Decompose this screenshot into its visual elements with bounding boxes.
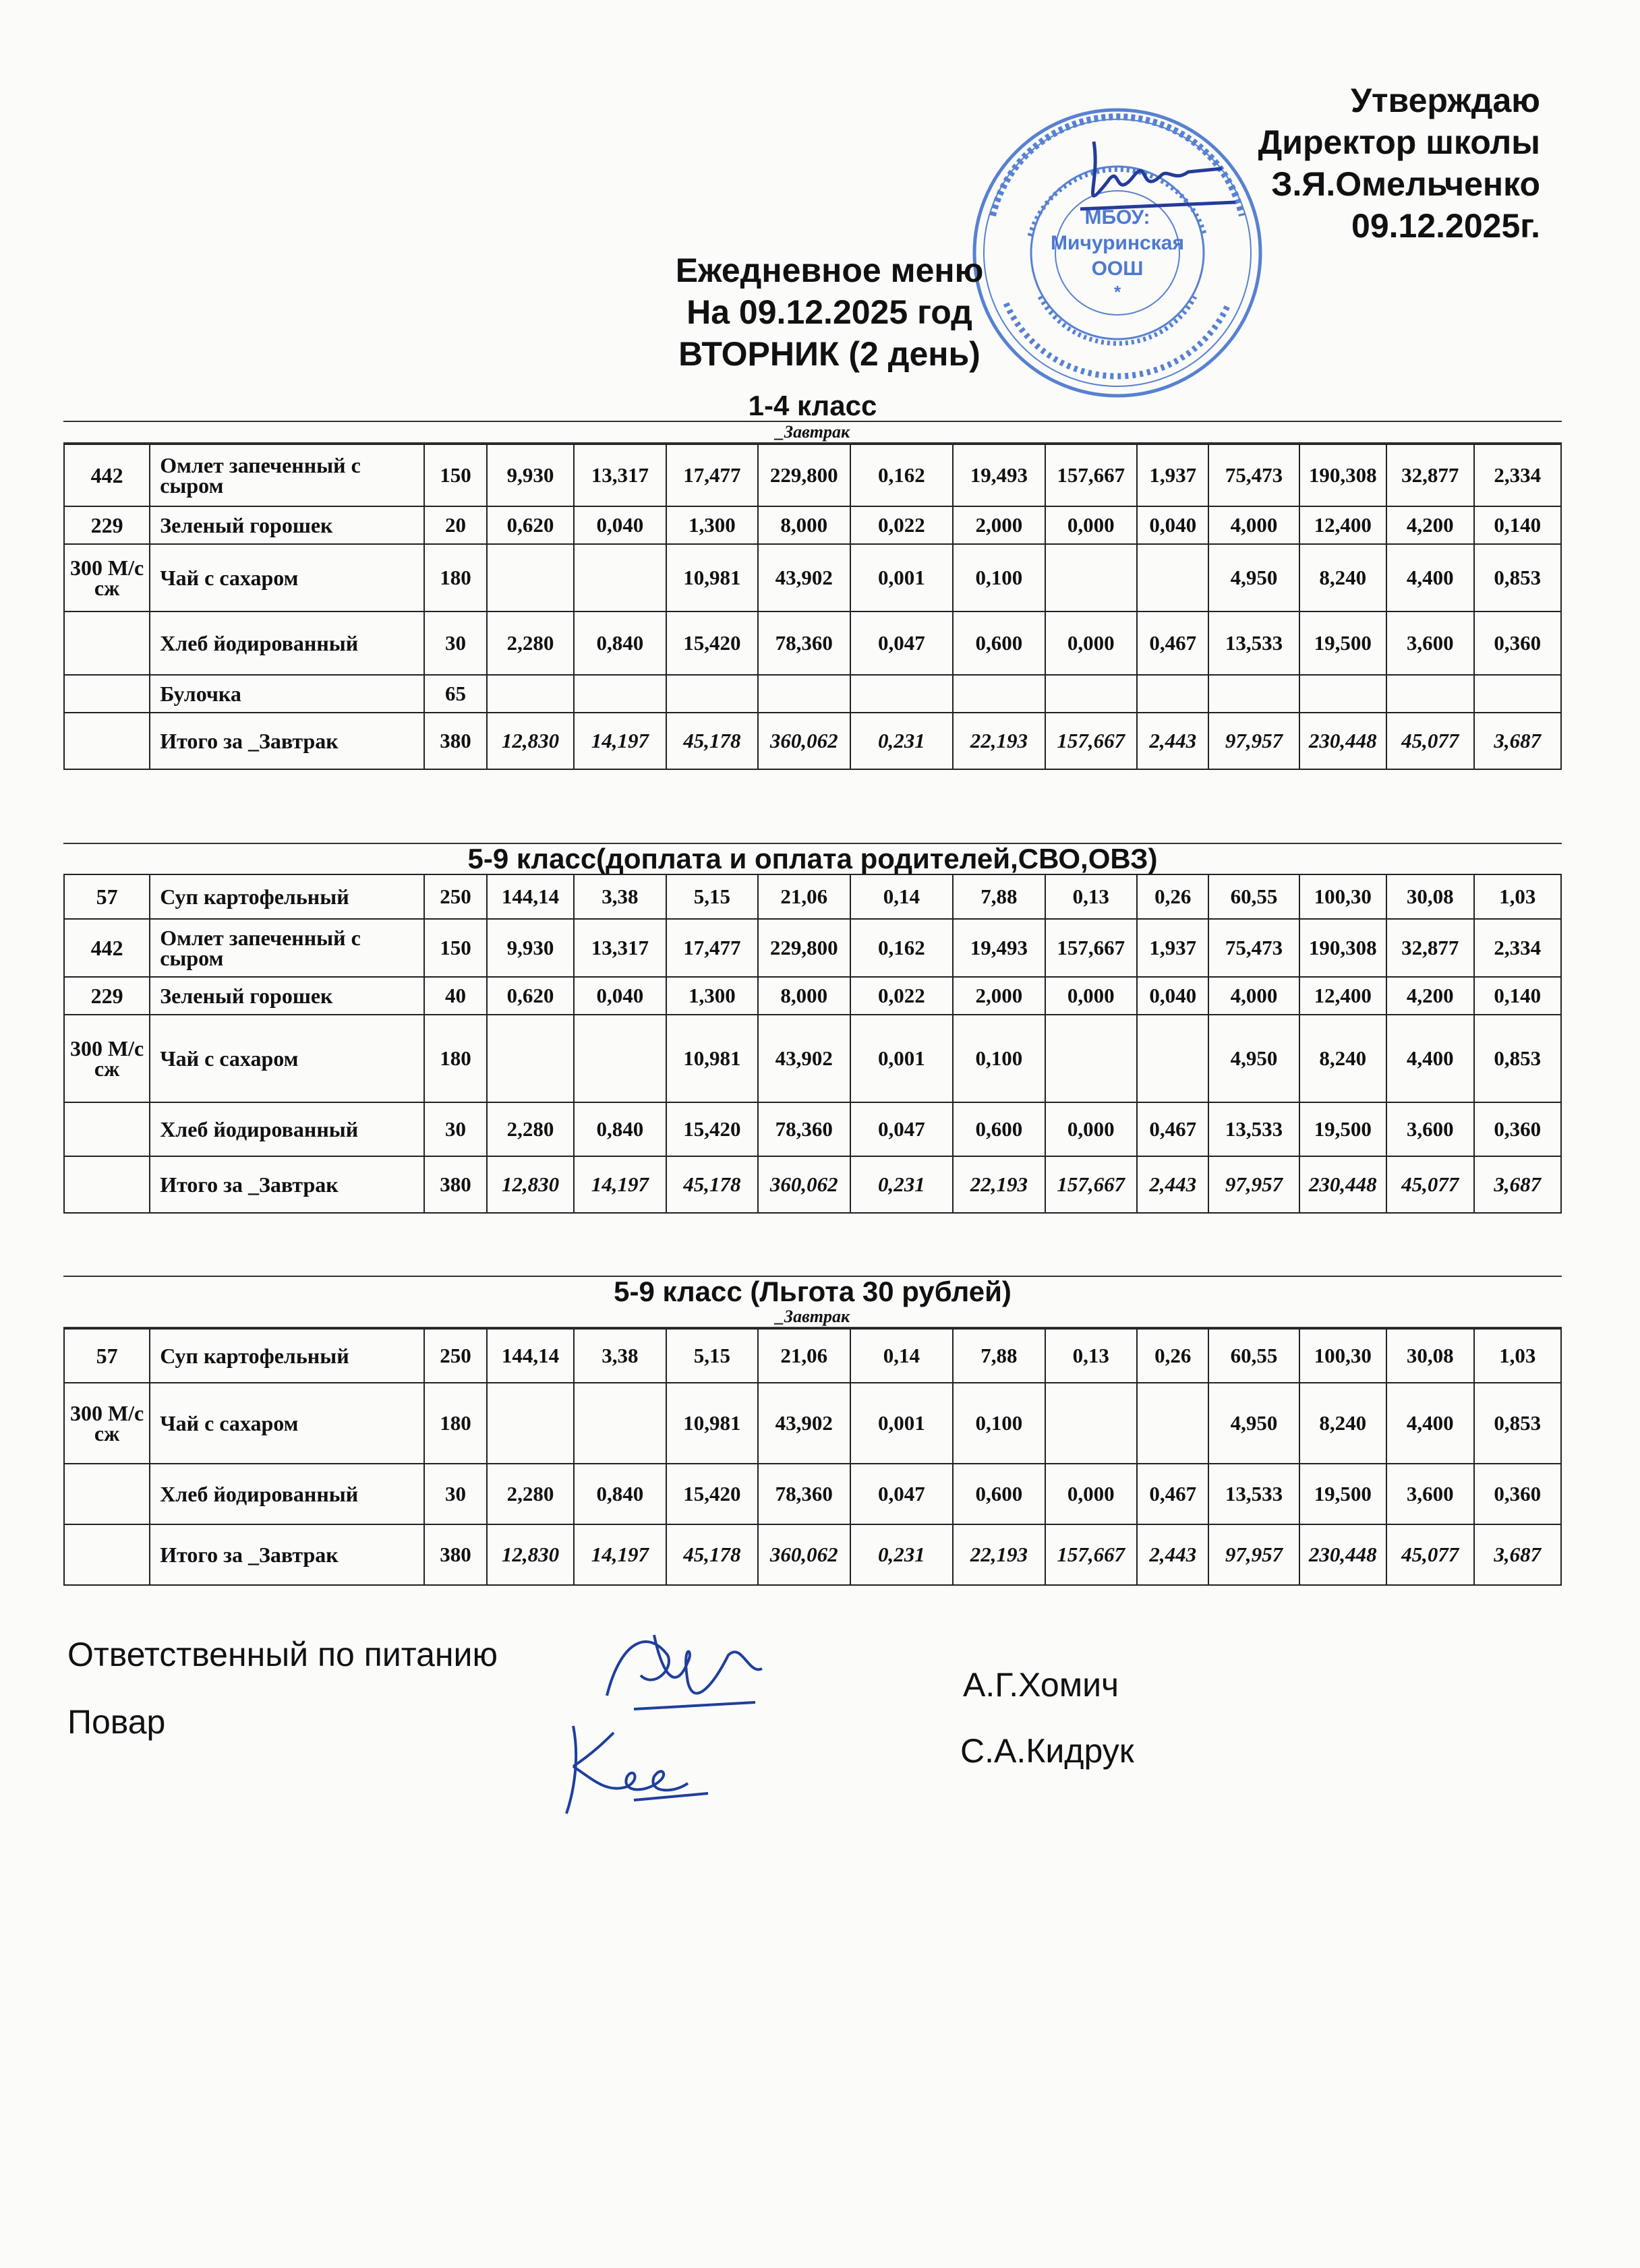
- nutrient-value-cell: [758, 675, 850, 713]
- nutrient-value-cell: 0,001: [850, 1383, 954, 1464]
- nutrient-value-cell: 2,334: [1474, 919, 1562, 977]
- nutrient-value-cell: 3,600: [1386, 611, 1474, 675]
- nutrient-value-cell: 230,448: [1299, 1156, 1387, 1213]
- dish-name-cell: Хлеб йодированный: [150, 1102, 424, 1156]
- portion-weight-cell: 380: [424, 713, 487, 769]
- portion-weight-cell: 40: [424, 977, 487, 1015]
- recipe-code-cell: [64, 675, 150, 713]
- nutrient-value-cell: 0,022: [850, 977, 954, 1015]
- nutrient-value-cell: 19,500: [1299, 1464, 1387, 1524]
- table-row: [64, 675, 1561, 713]
- nutrient-value-cell: 4,000: [1208, 506, 1299, 544]
- recipe-code-cell: 300 М/с сж: [64, 1383, 150, 1464]
- nutrient-value-cell: [1045, 544, 1137, 611]
- nutrient-value-cell: 0,231: [850, 1156, 954, 1213]
- nutrient-value-cell: 22,193: [953, 1524, 1045, 1585]
- nutrient-value-cell: 14,197: [574, 713, 666, 769]
- nutrient-value-cell: 0,047: [850, 611, 954, 675]
- page-title: Ежедневное меню: [675, 251, 984, 289]
- nutrient-value-cell: 45,077: [1386, 713, 1474, 769]
- table-row: [64, 444, 1561, 506]
- nutrient-value-cell: 0,140: [1474, 506, 1562, 544]
- nutrient-value-cell: 230,448: [1299, 713, 1387, 769]
- menu-day: ВТОРНИК (2 день): [678, 335, 980, 373]
- stamp-text: Мичуринская: [1051, 232, 1184, 254]
- table-row: [64, 874, 1561, 919]
- portion-weight-cell: 65: [424, 675, 487, 713]
- menu-table: [63, 444, 1562, 770]
- nutrient-value-cell: 12,830: [487, 713, 575, 769]
- nutrient-value-cell: 4,400: [1386, 1383, 1474, 1464]
- table-row: [64, 544, 1561, 611]
- nutrient-value-cell: 3,38: [574, 874, 666, 919]
- nutrient-value-cell: 15,420: [666, 1464, 758, 1524]
- nutrient-value-cell: 4,950: [1208, 1383, 1299, 1464]
- nutrient-value-cell: 43,902: [758, 1015, 850, 1102]
- recipe-code-cell: [64, 1524, 150, 1585]
- nutrient-value-cell: 19,493: [953, 919, 1045, 977]
- nutrient-value-cell: [487, 1015, 575, 1102]
- nutrient-value-cell: 60,55: [1208, 1329, 1299, 1383]
- nutrient-value-cell: 97,957: [1208, 713, 1299, 769]
- responsible-name: А.Г.Хомич: [963, 1666, 1119, 1704]
- nutrient-value-cell: 15,420: [666, 611, 758, 675]
- nutrient-value-cell: 0,162: [850, 919, 954, 977]
- nutrient-value-cell: 360,062: [758, 1524, 850, 1585]
- nutrient-value-cell: 0,040: [574, 977, 666, 1015]
- nutrient-value-cell: 0,467: [1137, 611, 1208, 675]
- portion-weight-cell: 180: [424, 1383, 487, 1464]
- director-title: Директор школы: [1258, 123, 1540, 161]
- nutrient-value-cell: 157,667: [1045, 919, 1137, 977]
- nutrient-value-cell: 8,240: [1299, 1383, 1387, 1464]
- nutrient-value-cell: 3,687: [1474, 1156, 1562, 1213]
- nutrient-value-cell: 0,620: [487, 506, 575, 544]
- nutrient-value-cell: 229,800: [758, 919, 850, 977]
- nutrient-value-cell: 190,308: [1299, 444, 1387, 506]
- director-name: З.Я.Омельченко: [1271, 165, 1540, 203]
- nutrient-value-cell: [1137, 544, 1208, 611]
- nutrient-value-cell: 4,950: [1208, 544, 1299, 611]
- nutrient-value-cell: 9,930: [487, 444, 575, 506]
- nutrient-value-cell: 144,14: [487, 874, 575, 919]
- nutrient-value-cell: 19,500: [1299, 611, 1387, 675]
- nutrient-value-cell: [850, 675, 954, 713]
- nutrient-value-cell: 12,400: [1299, 506, 1387, 544]
- nutrient-value-cell: [574, 1015, 666, 1102]
- dish-name-cell: Итого за _Завтрак: [150, 1524, 424, 1585]
- nutrient-value-cell: 21,06: [758, 874, 850, 919]
- dish-name-cell: Булочка: [150, 675, 424, 713]
- nutrient-value-cell: 1,937: [1137, 919, 1208, 977]
- nutrient-value-cell: 13,317: [574, 919, 666, 977]
- nutrient-value-cell: 1,300: [666, 506, 758, 544]
- nutrient-value-cell: 32,877: [1386, 444, 1474, 506]
- nutrient-value-cell: [1137, 675, 1208, 713]
- nutrient-value-cell: 60,55: [1208, 874, 1299, 919]
- nutrient-value-cell: 5,15: [666, 1329, 758, 1383]
- menu-table: [63, 874, 1562, 1214]
- nutrient-value-cell: 2,443: [1137, 713, 1208, 769]
- nutrient-value-cell: 0,040: [1137, 977, 1208, 1015]
- nutrient-value-cell: 5,15: [666, 874, 758, 919]
- dish-name-cell: Зеленый горошек: [150, 506, 424, 544]
- recipe-code-cell: [64, 611, 150, 675]
- dish-name-cell: Зеленый горошек: [150, 977, 424, 1015]
- nutrient-value-cell: 0,360: [1474, 1102, 1562, 1156]
- nutrient-value-cell: 157,667: [1045, 444, 1137, 506]
- recipe-code-cell: [64, 1464, 150, 1524]
- nutrient-value-cell: 229,800: [758, 444, 850, 506]
- nutrient-value-cell: 97,957: [1208, 1156, 1299, 1213]
- nutrient-value-cell: 17,477: [666, 919, 758, 977]
- cook-label: Повар: [67, 1703, 166, 1741]
- nutrient-value-cell: 3,600: [1386, 1464, 1474, 1524]
- nutrient-value-cell: 75,473: [1208, 919, 1299, 977]
- stamp-text: МБОУ:: [1084, 206, 1150, 229]
- nutrient-value-cell: 0,853: [1474, 544, 1562, 611]
- nutrient-value-cell: 14,197: [574, 1156, 666, 1213]
- nutrient-value-cell: 2,000: [953, 977, 1045, 1015]
- nutrient-value-cell: [953, 675, 1045, 713]
- nutrient-value-cell: 4,400: [1386, 1015, 1474, 1102]
- section-grades-1-4: [63, 391, 1562, 770]
- nutrient-value-cell: 7,88: [953, 1329, 1045, 1383]
- recipe-code-cell: 57: [64, 1329, 150, 1383]
- nutrient-value-cell: 78,360: [758, 1102, 850, 1156]
- nutrient-value-cell: 22,193: [953, 713, 1045, 769]
- nutrient-value-cell: 2,334: [1474, 444, 1562, 506]
- nutrient-value-cell: [1137, 1015, 1208, 1102]
- nutrient-value-cell: 0,100: [953, 1015, 1045, 1102]
- nutrient-value-cell: [487, 675, 575, 713]
- nutrient-value-cell: 0,600: [953, 611, 1045, 675]
- nutrient-value-cell: [574, 1383, 666, 1464]
- meal-label: _Завтрак: [63, 1307, 1562, 1328]
- recipe-code-cell: 300 М/с сж: [64, 1015, 150, 1102]
- nutrient-value-cell: 2,443: [1137, 1524, 1208, 1585]
- nutrient-value-cell: 15,420: [666, 1102, 758, 1156]
- portion-weight-cell: 20: [424, 506, 487, 544]
- nutrient-value-cell: 1,03: [1474, 874, 1562, 919]
- title-block: [627, 249, 1032, 375]
- nutrient-value-cell: 45,178: [666, 713, 758, 769]
- nutrient-value-cell: 190,308: [1299, 919, 1387, 977]
- nutrient-value-cell: 0,853: [1474, 1383, 1562, 1464]
- nutrient-value-cell: 4,950: [1208, 1015, 1299, 1102]
- nutrient-value-cell: 0,600: [953, 1464, 1045, 1524]
- nutrient-value-cell: 0,853: [1474, 1015, 1562, 1102]
- nutrient-value-cell: 0,001: [850, 544, 954, 611]
- nutrient-value-cell: 157,667: [1045, 1524, 1137, 1585]
- nutrient-value-cell: 0,13: [1045, 1329, 1137, 1383]
- nutrient-value-cell: 45,077: [1386, 1156, 1474, 1213]
- nutrient-value-cell: 78,360: [758, 611, 850, 675]
- director-signature: [1080, 142, 1235, 209]
- nutrient-value-cell: 78,360: [758, 1464, 850, 1524]
- nutrient-value-cell: 0,000: [1045, 977, 1137, 1015]
- dish-name-cell: Чай с сахаром: [150, 1383, 424, 1464]
- nutrient-value-cell: [487, 544, 575, 611]
- nutrient-value-cell: 3,687: [1474, 713, 1562, 769]
- nutrient-value-cell: 21,06: [758, 1329, 850, 1383]
- nutrient-value-cell: 0,620: [487, 977, 575, 1015]
- dish-name-cell: Омлет запеченный с сыром: [150, 919, 424, 977]
- nutrient-value-cell: 3,38: [574, 1329, 666, 1383]
- nutrient-value-cell: 0,100: [953, 1383, 1045, 1464]
- nutrient-value-cell: 0,162: [850, 444, 954, 506]
- nutrient-value-cell: [1137, 1383, 1208, 1464]
- portion-weight-cell: 150: [424, 444, 487, 506]
- nutrient-value-cell: 75,473: [1208, 444, 1299, 506]
- nutrient-value-cell: 10,981: [666, 1015, 758, 1102]
- nutrient-value-cell: 13,533: [1208, 1464, 1299, 1524]
- nutrient-value-cell: 0,001: [850, 1015, 954, 1102]
- nutrient-value-cell: 0,000: [1045, 506, 1137, 544]
- nutrient-value-cell: 0,360: [1474, 611, 1562, 675]
- table-row: [64, 1329, 1561, 1383]
- portion-weight-cell: 180: [424, 1015, 487, 1102]
- recipe-code-cell: 442: [64, 919, 150, 977]
- section-heading: 5-9 класс(доплата и оплата родителей,СВО,ОВЗ): [63, 843, 1562, 874]
- nutrient-value-cell: 19,493: [953, 444, 1045, 506]
- table-row: [64, 919, 1561, 977]
- meal-label: _Завтрак: [63, 421, 1562, 444]
- nutrient-value-cell: 4,000: [1208, 977, 1299, 1015]
- nutrient-value-cell: 0,231: [850, 713, 954, 769]
- dish-name-cell: Суп картофельный: [150, 874, 424, 919]
- approval-date: 09.12.2025г.: [1351, 207, 1540, 245]
- nutrient-value-cell: 3,600: [1386, 1102, 1474, 1156]
- recipe-code-cell: 57: [64, 874, 150, 919]
- portion-weight-cell: 180: [424, 544, 487, 611]
- cook-name: С.А.Кидрук: [960, 1732, 1134, 1770]
- total-row: [64, 713, 1561, 769]
- nutrient-value-cell: 2,280: [487, 1464, 575, 1524]
- nutrient-value-cell: 14,197: [574, 1524, 666, 1585]
- dish-name-cell: Омлет запеченный с сыром: [150, 444, 424, 506]
- nutrient-value-cell: 43,902: [758, 1383, 850, 1464]
- recipe-code-cell: [64, 713, 150, 769]
- portion-weight-cell: 380: [424, 1524, 487, 1585]
- responsible-label: Ответственный по питанию: [67, 1636, 498, 1673]
- nutrient-value-cell: 1,937: [1137, 444, 1208, 506]
- nutrient-value-cell: 2,280: [487, 611, 575, 675]
- nutrient-value-cell: [487, 1383, 575, 1464]
- nutrient-value-cell: 3,687: [1474, 1524, 1562, 1585]
- nutrient-value-cell: 230,448: [1299, 1524, 1387, 1585]
- table-row: [64, 1383, 1561, 1464]
- nutrient-value-cell: 0,140: [1474, 977, 1562, 1015]
- nutrient-value-cell: 0,467: [1137, 1102, 1208, 1156]
- nutrient-value-cell: 97,957: [1208, 1524, 1299, 1585]
- total-row: [64, 1524, 1561, 1585]
- nutrient-value-cell: 0,000: [1045, 1464, 1137, 1524]
- portion-weight-cell: 30: [424, 1102, 487, 1156]
- portion-weight-cell: 250: [424, 1329, 487, 1383]
- nutrient-value-cell: 43,902: [758, 544, 850, 611]
- nutrient-value-cell: 4,200: [1386, 977, 1474, 1015]
- nutrient-value-cell: 0,26: [1137, 1329, 1208, 1383]
- nutrient-value-cell: 0,840: [574, 1102, 666, 1156]
- nutrient-value-cell: 8,000: [758, 506, 850, 544]
- nutrient-value-cell: 0,040: [574, 506, 666, 544]
- nutrient-value-cell: 10,981: [666, 1383, 758, 1464]
- nutrient-value-cell: [666, 675, 758, 713]
- nutrient-value-cell: 13,317: [574, 444, 666, 506]
- nutrient-value-cell: 0,000: [1045, 1102, 1137, 1156]
- nutrient-value-cell: 10,981: [666, 544, 758, 611]
- nutrient-value-cell: 22,193: [953, 1156, 1045, 1213]
- table-row: [64, 1102, 1561, 1156]
- nutrient-value-cell: [1208, 675, 1299, 713]
- nutrient-value-cell: [1045, 1383, 1137, 1464]
- recipe-code-cell: 229: [64, 977, 150, 1015]
- section-grades-5-9-benefit: [63, 1276, 1562, 1586]
- nutrient-value-cell: 1,03: [1474, 1329, 1562, 1383]
- nutrient-value-cell: 2,280: [487, 1102, 575, 1156]
- nutrient-value-cell: 0,26: [1137, 874, 1208, 919]
- nutrient-value-cell: 100,30: [1299, 1329, 1387, 1383]
- section-heading: 1-4 класс: [748, 390, 877, 421]
- nutrient-value-cell: 1,300: [666, 977, 758, 1015]
- nutrient-value-cell: 4,400: [1386, 544, 1474, 611]
- nutrient-value-cell: 360,062: [758, 713, 850, 769]
- nutrient-value-cell: 0,231: [850, 1524, 954, 1585]
- recipe-code-cell: 229: [64, 506, 150, 544]
- nutrient-value-cell: 0,840: [574, 1464, 666, 1524]
- menu-table: [63, 1328, 1562, 1586]
- nutrient-value-cell: 0,14: [850, 1329, 954, 1383]
- nutrient-value-cell: 12,830: [487, 1156, 575, 1213]
- nutrient-value-cell: 0,040: [1137, 506, 1208, 544]
- table-row: [64, 1015, 1561, 1102]
- portion-weight-cell: 30: [424, 611, 487, 675]
- nutrient-value-cell: 13,533: [1208, 611, 1299, 675]
- portion-weight-cell: 250: [424, 874, 487, 919]
- nutrient-value-cell: 30,08: [1386, 1329, 1474, 1383]
- nutrient-value-cell: 13,533: [1208, 1102, 1299, 1156]
- nutrient-value-cell: 0,047: [850, 1464, 954, 1524]
- table-row: [64, 1464, 1561, 1524]
- nutrient-value-cell: 0,840: [574, 611, 666, 675]
- nutrient-value-cell: 4,200: [1386, 506, 1474, 544]
- nutrient-value-cell: 2,000: [953, 506, 1045, 544]
- nutrient-value-cell: 0,047: [850, 1102, 954, 1156]
- nutrient-value-cell: [574, 675, 666, 713]
- nutrient-value-cell: 45,178: [666, 1156, 758, 1213]
- nutrient-value-cell: 360,062: [758, 1156, 850, 1213]
- nutrient-value-cell: 0,14: [850, 874, 954, 919]
- dish-name-cell: Хлеб йодированный: [150, 1464, 424, 1524]
- nutrient-value-cell: 144,14: [487, 1329, 575, 1383]
- nutrient-value-cell: [1474, 675, 1562, 713]
- nutrient-value-cell: 45,077: [1386, 1524, 1474, 1585]
- nutrient-value-cell: 8,240: [1299, 544, 1387, 611]
- table-row: [64, 506, 1561, 544]
- dish-name-cell: Итого за _Завтрак: [150, 713, 424, 769]
- portion-weight-cell: 380: [424, 1156, 487, 1213]
- nutrient-value-cell: 0,360: [1474, 1464, 1562, 1524]
- total-row: [64, 1156, 1561, 1213]
- nutrient-value-cell: [1045, 1015, 1137, 1102]
- nutrient-value-cell: [1386, 675, 1474, 713]
- dish-name-cell: Хлеб йодированный: [150, 611, 424, 675]
- nutrient-value-cell: 7,88: [953, 874, 1045, 919]
- nutrient-value-cell: 0,022: [850, 506, 954, 544]
- dish-name-cell: Чай с сахаром: [150, 544, 424, 611]
- nutrient-value-cell: 30,08: [1386, 874, 1474, 919]
- portion-weight-cell: 30: [424, 1464, 487, 1524]
- nutrient-value-cell: 2,443: [1137, 1156, 1208, 1213]
- nutrient-value-cell: [1299, 675, 1387, 713]
- nutrient-value-cell: 32,877: [1386, 919, 1474, 977]
- recipe-code-cell: [64, 1102, 150, 1156]
- menu-date: На 09.12.2025 год: [686, 293, 972, 331]
- nutrient-value-cell: 45,178: [666, 1524, 758, 1585]
- section-grades-5-9-paid: [63, 843, 1562, 1214]
- recipe-code-cell: 442: [64, 444, 150, 506]
- nutrient-value-cell: 0,467: [1137, 1464, 1208, 1524]
- dish-name-cell: Суп картофельный: [150, 1329, 424, 1383]
- stamp-text: ООШ: [1091, 258, 1144, 280]
- approval-block: [1258, 80, 1540, 247]
- dish-name-cell: Итого за _Завтрак: [150, 1156, 424, 1213]
- nutrient-value-cell: [1045, 675, 1137, 713]
- table-row: [64, 977, 1561, 1015]
- recipe-code-cell: 300 М/с сж: [64, 544, 150, 611]
- svg-text:*: *: [1113, 282, 1121, 302]
- recipe-code-cell: [64, 1156, 150, 1213]
- nutrient-value-cell: 19,500: [1299, 1102, 1387, 1156]
- nutrient-value-cell: 12,400: [1299, 977, 1387, 1015]
- nutrient-value-cell: 0,600: [953, 1102, 1045, 1156]
- nutrient-value-cell: 157,667: [1045, 1156, 1137, 1213]
- nutrient-value-cell: 8,000: [758, 977, 850, 1015]
- table-row: [64, 611, 1561, 675]
- approval-line: Утверждаю: [1350, 82, 1540, 119]
- nutrient-value-cell: 0,000: [1045, 611, 1137, 675]
- nutrient-value-cell: [574, 544, 666, 611]
- nutrient-value-cell: 8,240: [1299, 1015, 1387, 1102]
- nutrient-value-cell: 12,830: [487, 1524, 575, 1585]
- nutrient-value-cell: 157,667: [1045, 713, 1137, 769]
- dish-name-cell: Чай с сахаром: [150, 1015, 424, 1102]
- nutrient-value-cell: 0,100: [953, 544, 1045, 611]
- nutrient-value-cell: 17,477: [666, 444, 758, 506]
- nutrient-value-cell: 100,30: [1299, 874, 1387, 919]
- nutrient-value-cell: 0,13: [1045, 874, 1137, 919]
- portion-weight-cell: 150: [424, 919, 487, 977]
- section-heading: 5-9 класс (Льгота 30 рублей): [63, 1276, 1562, 1307]
- cook-signature: [553, 1712, 715, 1820]
- nutrient-value-cell: 9,930: [487, 919, 575, 977]
